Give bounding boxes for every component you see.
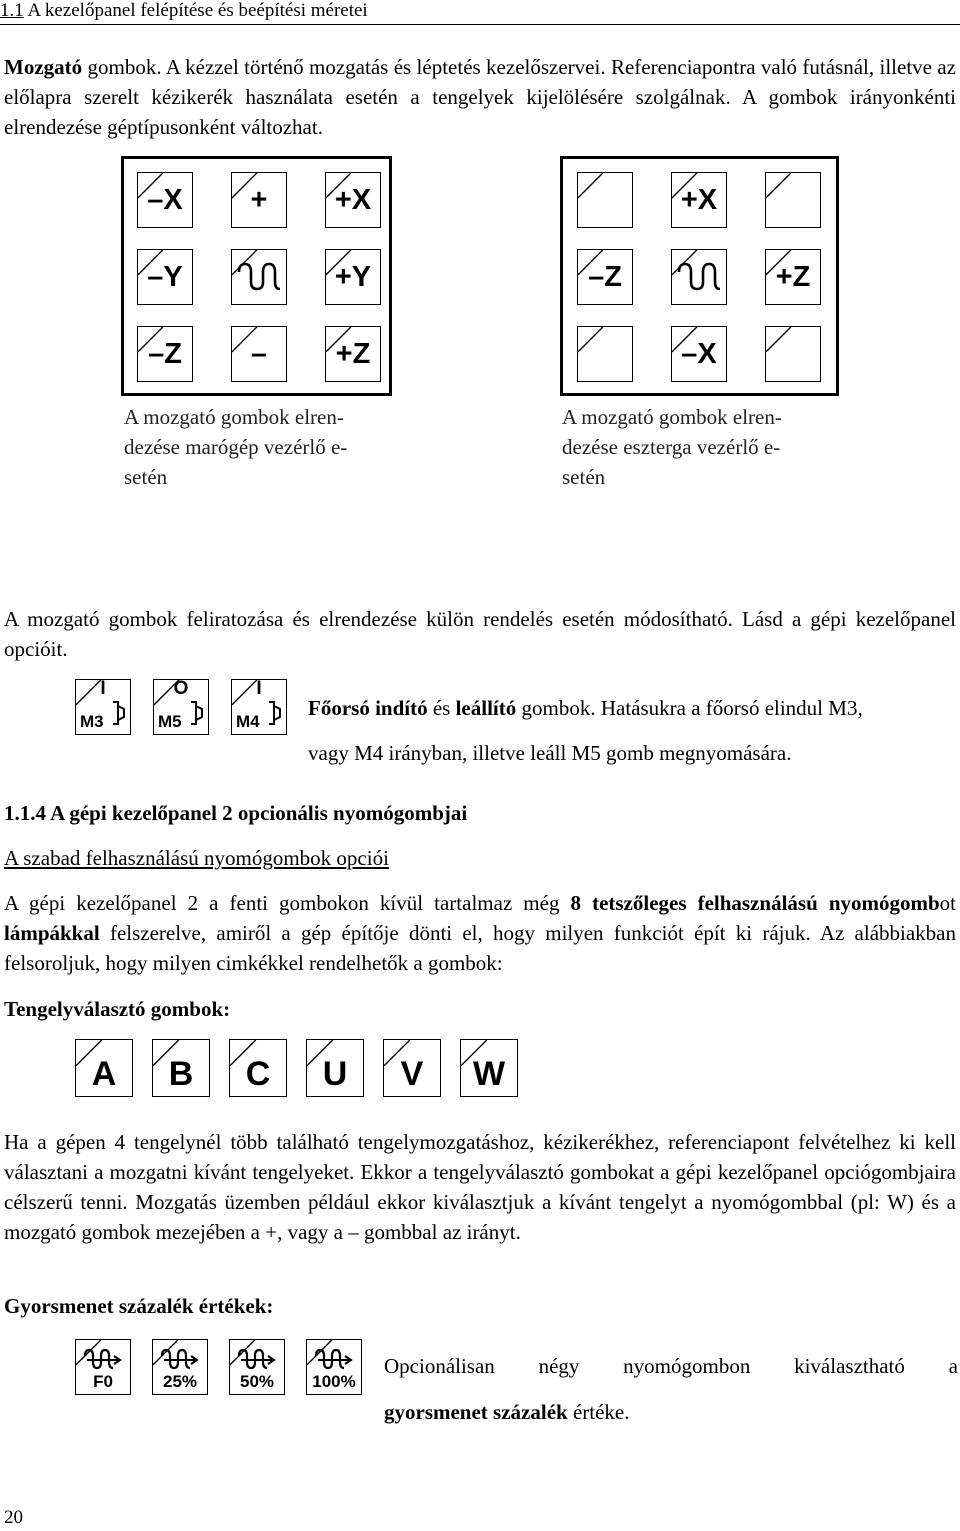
options-bold-2: lámpákkal xyxy=(4,921,100,945)
rapid-f0-button[interactable] xyxy=(75,1339,131,1395)
axis-key-label: V xyxy=(400,1055,424,1093)
lathe-key-label: –Z xyxy=(588,260,622,293)
rapid-key-label: F0 xyxy=(93,1372,113,1391)
milling-handwheel-key[interactable] xyxy=(231,249,287,305)
axis-key-label: A xyxy=(91,1055,117,1093)
milling-key[interactable] xyxy=(325,249,381,305)
options-text-1: A gépi kezelőpanel 2 a fenti gombokon kívül tartalmaz még xyxy=(4,891,571,915)
milling-key-label: –Y xyxy=(147,260,183,293)
lathe-key[interactable] xyxy=(577,172,633,228)
rapid-key-label: 100% xyxy=(312,1372,356,1391)
lathe-caption xyxy=(562,402,862,492)
page-header xyxy=(0,0,960,24)
milling-key-label: + xyxy=(250,183,268,216)
spindle-m5-button[interactable] xyxy=(153,679,209,735)
lathe-key-label: –X xyxy=(681,337,717,370)
lathe-caption-line: dezése eszterga vezérlő e- xyxy=(562,435,781,459)
rapid-traverse-icon xyxy=(314,1348,356,1370)
lathe-key-label: +X xyxy=(680,183,718,216)
rapid-line-1: Opcionálisan négy nyomógombon kiválasztható a xyxy=(384,1354,958,1378)
axis-w-button[interactable] xyxy=(460,1039,518,1097)
header-title: A kezelőpanel felépítése és beépítési méretei xyxy=(27,0,368,21)
options-bold-1: 8 tetszőleges felhasználású nyomógomb xyxy=(570,891,940,915)
spindle-key-symbol: O xyxy=(173,678,189,699)
rapid-100-button[interactable] xyxy=(306,1339,362,1395)
axis-select-heading-text: Tengelyválasztó gombok: xyxy=(4,997,231,1021)
milling-key[interactable] xyxy=(325,172,381,228)
rapid-line-2 xyxy=(384,1397,958,1427)
options-paragraph xyxy=(4,888,956,978)
handwheel-icon xyxy=(236,262,282,292)
rapid-heading xyxy=(4,1291,604,1321)
intro-term: Mozgató xyxy=(4,55,83,79)
section-heading-text: 1.1.4 A gépi kezelőpanel 2 opcionális nyomógombjai xyxy=(4,801,468,825)
axis-u-button[interactable] xyxy=(306,1039,364,1097)
spindle-m3-button[interactable] xyxy=(75,679,131,735)
rapid-traverse-icon xyxy=(83,1348,125,1370)
lathe-caption-line: setén xyxy=(562,465,606,489)
milling-key[interactable] xyxy=(231,172,287,228)
milling-key[interactable] xyxy=(325,326,381,382)
milling-caption-line: A mozgató gombok elren- xyxy=(124,405,344,429)
lathe-key[interactable] xyxy=(765,326,821,382)
axis-select-heading xyxy=(4,994,604,1024)
lathe-key[interactable] xyxy=(577,249,633,305)
spindle-start-term: Főorsó indító xyxy=(308,696,428,720)
lathe-caption-line: A mozgató gombok elren- xyxy=(562,405,782,429)
rapid-25-button[interactable] xyxy=(152,1339,208,1395)
lathe-key[interactable] xyxy=(577,326,633,382)
milling-key-label: +Z xyxy=(335,337,371,370)
section-subheading: A szabad felhasználású nyomógombok opciói xyxy=(4,846,389,870)
milling-key[interactable] xyxy=(231,326,287,382)
handwheel-icon xyxy=(676,262,722,292)
rapid-key-label: 50% xyxy=(239,1372,275,1391)
axis-paragraph: Ha a gépen 4 tengelynél több található tengelymozgatáshoz, kézikerékhez, referenciapont felvételhez ki kell választani a mozgatni kívánt tengelyeket. Ekkor a tengelyválasztó gombokat a gépi kezelőpanel opciógombjaira célszerű tenni. Mozgatás üzemben például ekkor kiválasztjuk a kívánt tengelyt a nyomógombbal (pl: W) és a mozgató gombok mezejében a +, vagy a – gombbal az irányt. xyxy=(4,1130,956,1244)
intro-text: gombok. A kézzel történő mozgatás és léptetés kezelőszervei. Referenciapontra való futásnál, illetve az előlapra szerelt kézikerék használata esetén a tengelyek kijelölésére szolgálnak. A gombok irányonkénti elrendezése géptípusonként változhat. xyxy=(4,55,956,139)
intro-paragraph xyxy=(4,52,956,142)
axis-v-button[interactable] xyxy=(383,1039,441,1097)
axis-key-label: B xyxy=(168,1055,194,1093)
milling-key-label: – xyxy=(250,337,268,370)
spindle-key-label: M4 xyxy=(236,712,260,731)
milling-caption-line: setén xyxy=(124,465,168,489)
rapid-key-label: 25% xyxy=(162,1372,198,1391)
lathe-handwheel-key[interactable] xyxy=(671,249,727,305)
lathe-key[interactable] xyxy=(671,326,727,382)
spindle-line-1 xyxy=(308,693,960,723)
header-number: 1.1 xyxy=(0,0,24,21)
rapid-50-button[interactable] xyxy=(229,1339,285,1395)
rapid-traverse-icon xyxy=(160,1348,202,1370)
milling-key[interactable] xyxy=(137,326,193,382)
milling-key-label: +Y xyxy=(334,260,372,293)
lathe-key[interactable] xyxy=(671,172,727,228)
spindle-key-label: M3 xyxy=(80,712,104,731)
options-text-2: ot xyxy=(939,891,957,915)
spindle-and: és xyxy=(427,696,456,720)
page-number: 20 xyxy=(4,1507,23,1528)
axis-a-button[interactable] xyxy=(75,1039,133,1097)
lathe-key-label: +Z xyxy=(775,260,811,293)
milling-key[interactable] xyxy=(137,172,193,228)
rapid-heading-text: Gyorsmenet százalék értékek: xyxy=(4,1294,274,1318)
milling-key-label: +X xyxy=(334,183,372,216)
section-heading xyxy=(4,798,956,828)
milling-key-label: –X xyxy=(147,183,183,216)
rapid-traverse-icon xyxy=(237,1348,279,1370)
axis-b-button[interactable] xyxy=(152,1039,210,1097)
spindle-stop-term: leállító xyxy=(455,696,517,720)
options-text-3: felszerelve, amiről a gép építője dönti el, hogy milyen funkciót épít ki rájuk. Az alábbiakban felsoroljuk, hogy milyen cimkékkel rendelhetők a gombok: xyxy=(4,921,956,975)
milling-caption xyxy=(124,402,424,492)
lathe-key[interactable] xyxy=(765,172,821,228)
milling-caption-line: dezése marógép vezérlő e- xyxy=(124,435,348,459)
rapid-bold: gyorsmenet százalék xyxy=(384,1400,568,1424)
spindle-key-symbol: I xyxy=(100,678,106,699)
spindle-key-label: M5 xyxy=(158,712,182,731)
lathe-key[interactable] xyxy=(765,249,821,305)
axis-key-label: W xyxy=(472,1055,506,1093)
header-rule xyxy=(0,24,960,25)
spindle-m4-button[interactable] xyxy=(231,679,287,735)
milling-key-label: –Z xyxy=(148,337,182,370)
spindle-key-symbol: I xyxy=(256,678,262,699)
spindle-line-2: vagy M4 irányban, illetve leáll M5 gomb megnyomására. xyxy=(308,741,792,765)
milling-key[interactable] xyxy=(137,249,193,305)
rapid-rest: értéke. xyxy=(567,1400,630,1424)
spindle-line-1-rest: gombok. Hatásukra a főorsó elindul M3, xyxy=(516,696,863,720)
labeling-note: A mozgató gombok feliratozása és elrendezése külön rendelés esetén módosítható. Lásd a gépi kezelőpanel opcióit. xyxy=(4,607,956,661)
axis-c-button[interactable] xyxy=(229,1039,287,1097)
axis-key-label: U xyxy=(322,1055,348,1093)
axis-key-label: C xyxy=(245,1055,271,1093)
